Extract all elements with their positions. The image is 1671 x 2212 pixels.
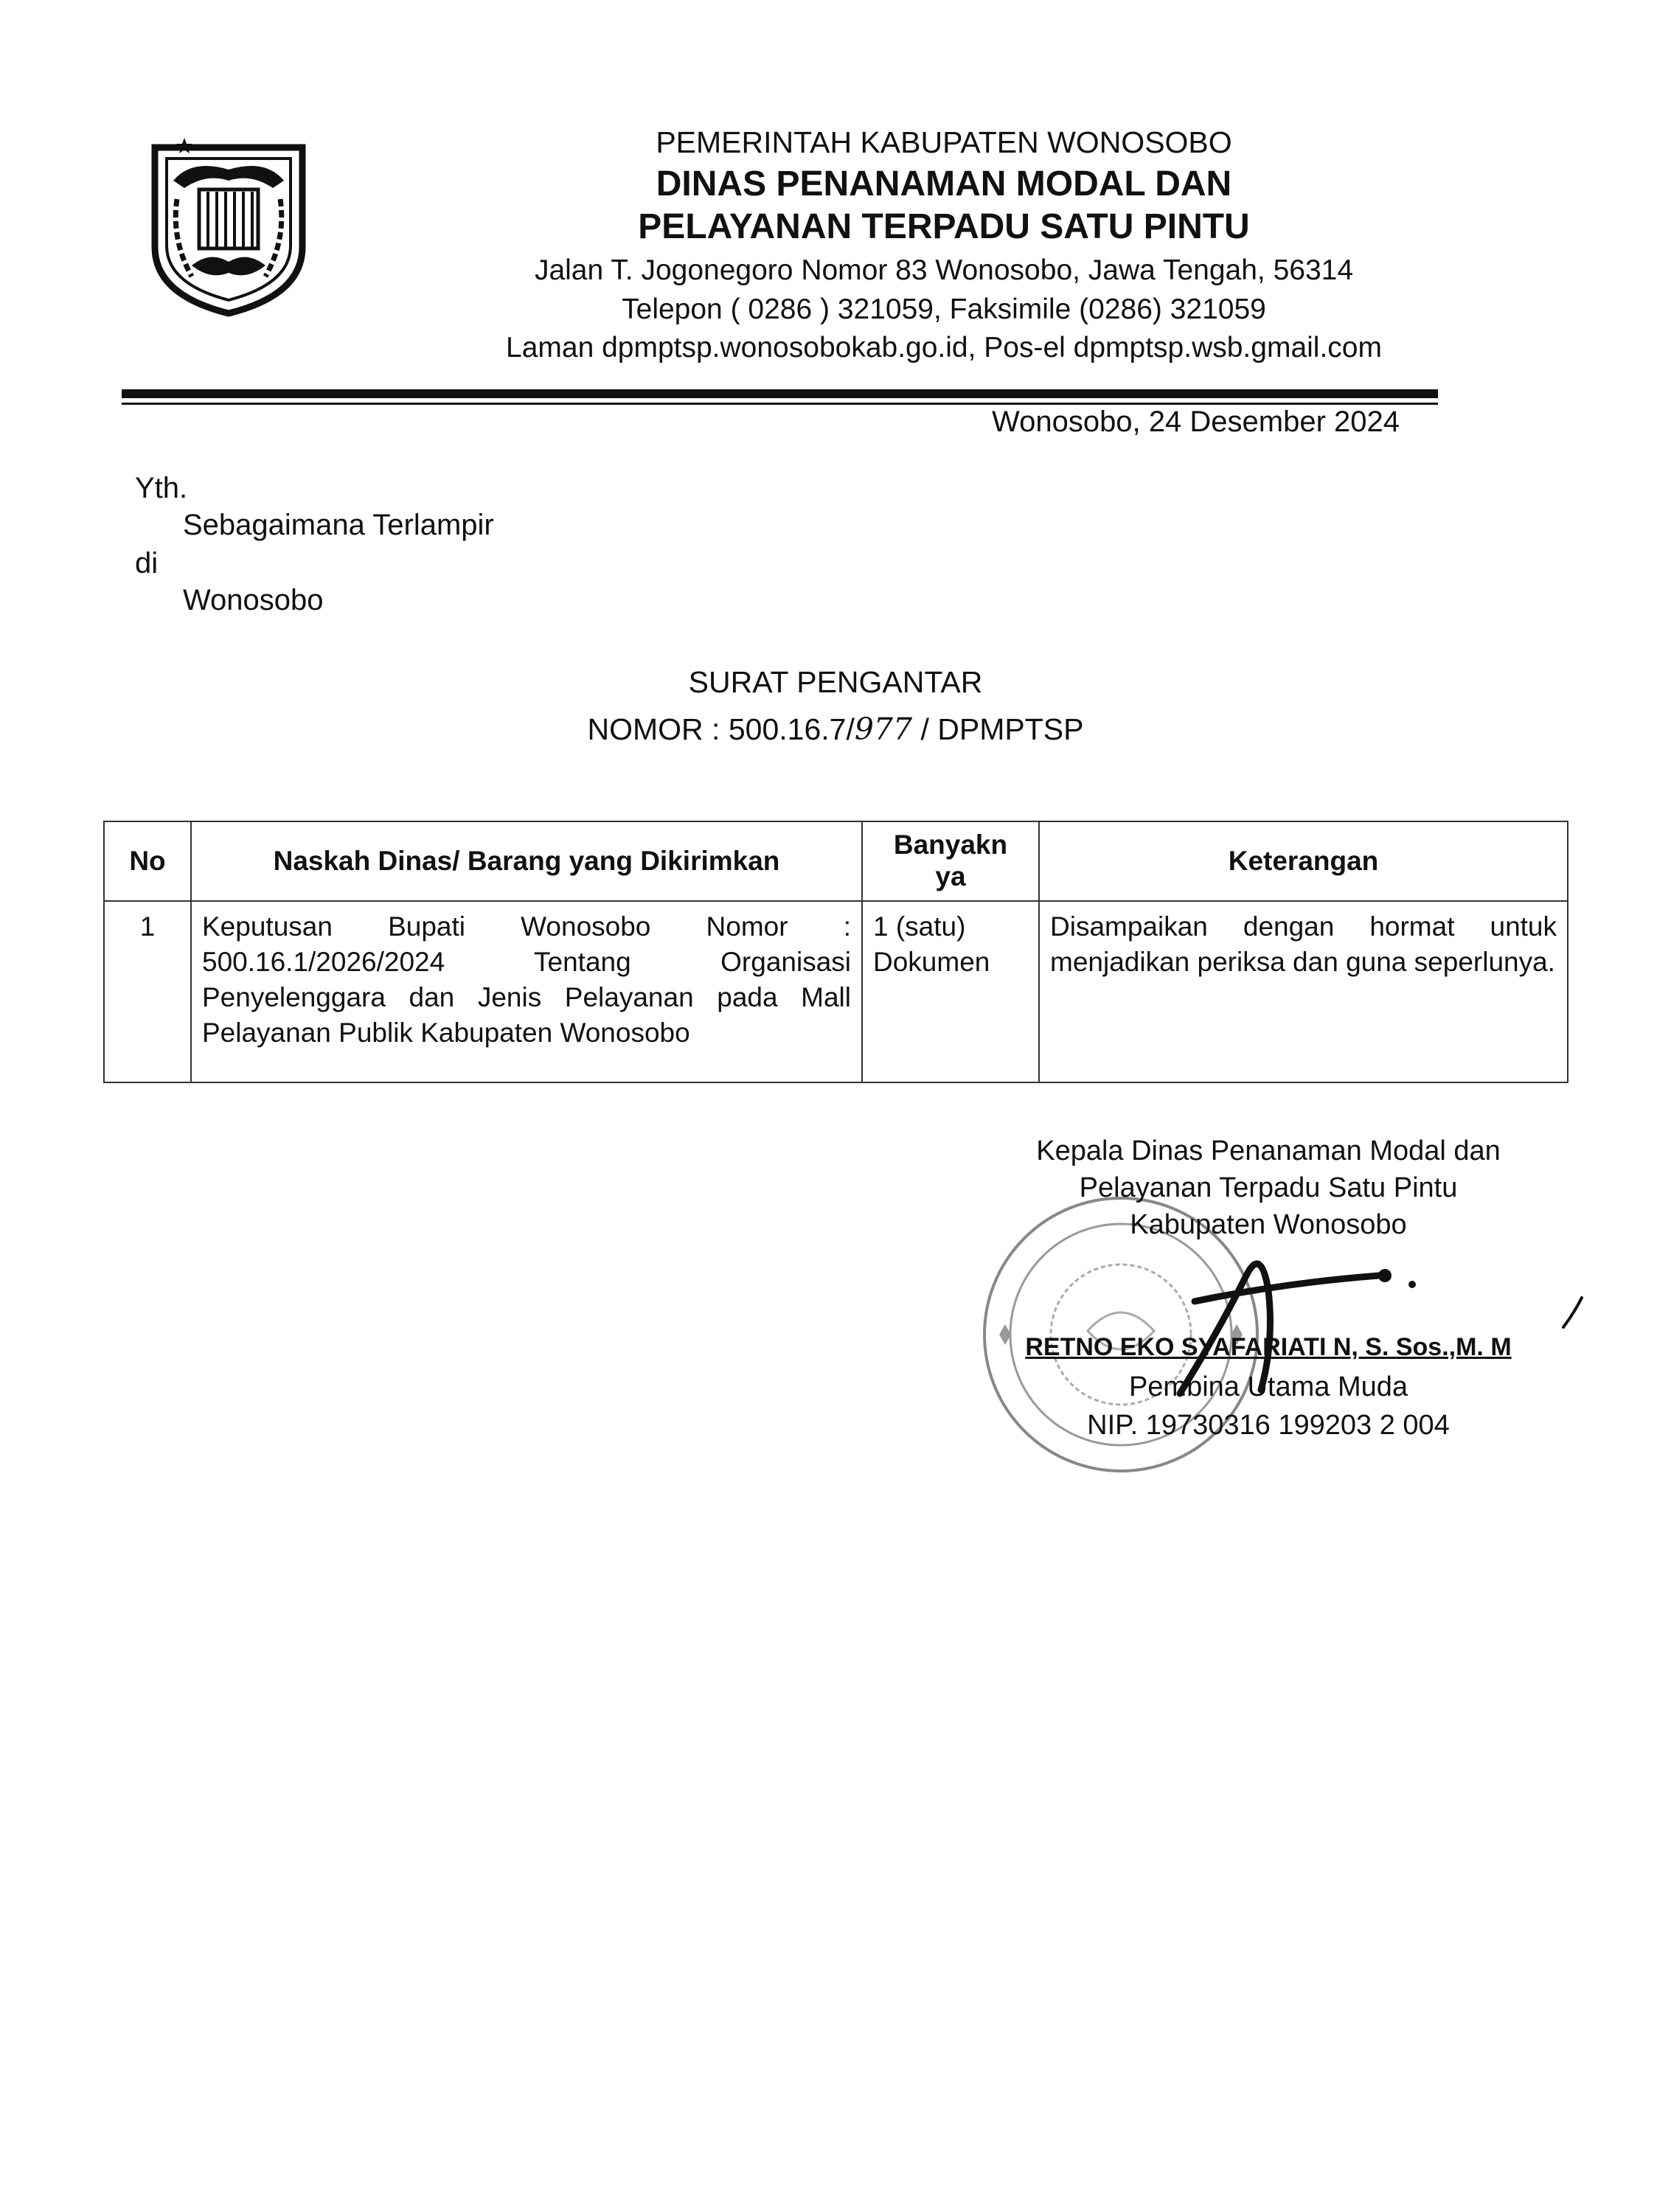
signatory-nip: NIP. 19730316 199203 2 004 [1087,1410,1450,1441]
addressee-salutation: Yth. [135,472,188,504]
header-quantity-line2: ya [935,861,966,891]
signatory-position-line1: Kepala Dinas Penanaman Modal dan [1036,1135,1501,1166]
letterhead-divider-thin [122,403,1438,405]
table-header-row [104,821,1568,901]
letterhead-address: Jalan T. Jogonegoro Nomor 83 Wonosobo, Jawa Tengah, 56314 [534,254,1354,286]
letterhead-department-line1: DINAS PENANAMAN MODAL DAN [656,164,1232,204]
regency-crest-icon [140,136,317,317]
signatory-rank: Pembina Utama Muda [1128,1371,1408,1402]
cell-quantity-line2: Dokumen [873,947,990,978]
header-quantity-line1: Banyakn [893,830,1008,860]
letterhead-phone: Telepon ( 0286 ) 321059, Faksimile (0286) 321059 [622,293,1266,325]
cell-quantity-line1: 1 (satu) [873,911,966,942]
table-row [104,901,1568,1082]
addressee-preposition: di [135,547,159,580]
cell-item: Keputusan Bupati Wonosobo Nomor : 500.16.1/2026/2024 Tentang Organisasi Penyelenggara dan Jenis Pelayanan pada Mall Pelayanan Publik Kabupaten Wonosobo [191,901,862,1082]
cell-no: 1 [104,901,191,1082]
cell-note: Disampaikan dengan hormat untuk menjadikan periksa dan guna seperlunya. [1039,901,1568,1082]
letter-number-suffix: / DPMPTSP [912,712,1084,746]
signatory-position-line3: Kabupaten Wonosobo [1130,1209,1407,1240]
letter-date: Wonosobo, 24 Desember 2024 [992,406,1400,438]
addressee-recipient: Sebagaimana Terlampir [183,509,494,541]
letterhead-government: PEMERINTAH KABUPATEN WONOSOBO [656,125,1232,159]
signatory-name: RETNO EKO SYAFARIATI N, S. Sos.,M. M [1025,1333,1512,1361]
addressee-place: Wonosobo [183,584,324,616]
header-no: No [104,821,191,901]
header-quantity [862,821,1039,901]
header-item: Naskah Dinas/ Barang yang Dikirimkan [191,821,862,901]
cell-quantity [862,901,1039,1082]
dispatch-table [103,821,1568,1083]
signatory-position-line2: Pelayanan Terpadu Satu Pintu [1079,1172,1458,1203]
header-note: Keterangan [1039,821,1568,901]
letter-title: SURAT PENGANTAR [688,665,983,699]
letter-number-prefix: NOMOR : 500.16.7/ [587,712,855,746]
letterhead-web: Laman dpmptsp.wonosobokab.go.id, Pos-el dpmptsp.wsb.gmail.com [506,332,1382,364]
letter-number-handwritten: 977 [854,712,913,747]
letter-number [0,712,1671,747]
letterhead-divider-thick [122,389,1438,398]
letterhead-department-line2: PELAYANAN TERPADU SATU PINTU [638,207,1250,246]
